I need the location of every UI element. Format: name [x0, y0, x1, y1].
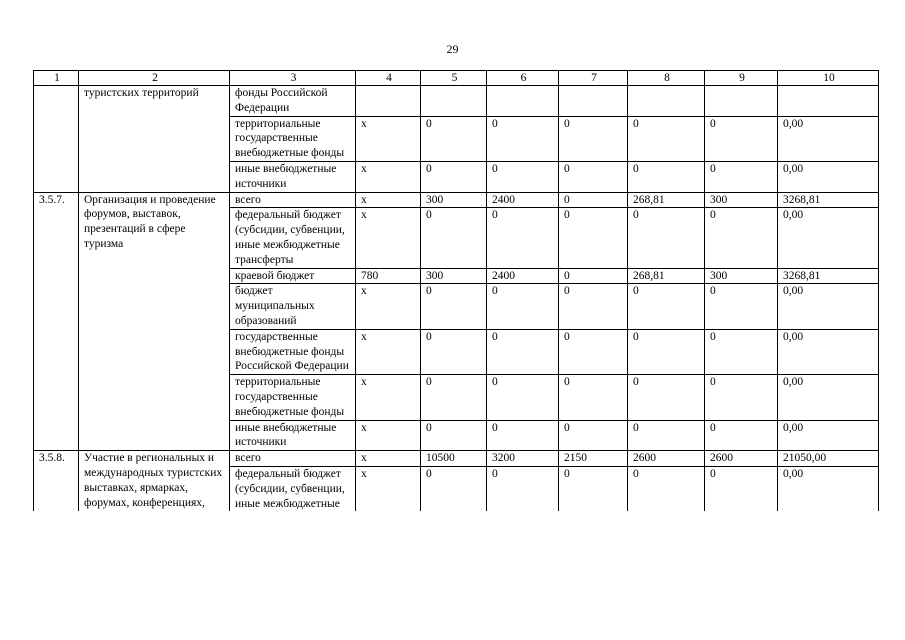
table-row [34, 451, 879, 467]
funding-source: территориальные государственные внебюджетные фонды [230, 116, 356, 161]
value-cell-c7: 0 [559, 208, 628, 268]
value-cell-c6: 0 [487, 208, 559, 268]
header-cell: 7 [559, 71, 628, 86]
funding-source: краевой бюджет [230, 268, 356, 284]
value-cell-c6: 3200 [487, 451, 559, 467]
value-cell-c6: 0 [487, 116, 559, 161]
value-cell-c5 [421, 86, 487, 117]
header-cell: 3 [230, 71, 356, 86]
value-cell-c10: 0,00 [778, 420, 879, 451]
item-name: Участие в региональных и международных туристских выставках, ярмарках, форумах, конференциях, [79, 451, 230, 512]
value-cell-c6: 0 [487, 466, 559, 511]
value-cell-c8: 268,81 [628, 192, 705, 208]
value-cell-c7: 0 [559, 161, 628, 192]
value-cell-c7: 0 [559, 329, 628, 374]
value-cell-c6: 0 [487, 375, 559, 420]
funding-source: государственные внебюджетные фонды Российской Федерации [230, 329, 356, 374]
item-name: Организация и проведение форумов, выставок, презентаций в сфере туризма [79, 192, 230, 451]
value-cell-c7: 0 [559, 375, 628, 420]
value-cell-c5: 0 [421, 284, 487, 329]
value-cell-c10 [778, 86, 879, 117]
value-cell-c9: 0 [705, 375, 778, 420]
value-cell-c10: 0,00 [778, 116, 879, 161]
funding-source: всего [230, 192, 356, 208]
value-cell-c5: 0 [421, 375, 487, 420]
value-cell-c7 [559, 86, 628, 117]
funding-source: всего [230, 451, 356, 467]
value-cell-c8: 2600 [628, 451, 705, 467]
funding-source: территориальные государственные внебюджетные фонды [230, 375, 356, 420]
value-cell-c9: 0 [705, 161, 778, 192]
value-cell-c6: 0 [487, 420, 559, 451]
header-cell: 9 [705, 71, 778, 86]
value-cell-c9 [705, 86, 778, 117]
funding-source: фонды Российской Федерации [230, 86, 356, 117]
header-cell: 8 [628, 71, 705, 86]
header-cell: 1 [34, 71, 79, 86]
value-cell-c9: 300 [705, 268, 778, 284]
header-cell: 6 [487, 71, 559, 86]
value-cell-c8: 0 [628, 161, 705, 192]
funding-source: федеральный бюджет (субсидии, субвенции, иные межбюджетные [230, 466, 356, 511]
value-cell-c4: х [356, 208, 421, 268]
funding-source: бюджет муниципальных образований [230, 284, 356, 329]
table-row [34, 86, 879, 117]
value-cell-c10: 0,00 [778, 208, 879, 268]
header-cell: 2 [79, 71, 230, 86]
value-cell-c7: 0 [559, 192, 628, 208]
value-cell-c4: х [356, 329, 421, 374]
value-cell-c7: 0 [559, 466, 628, 511]
value-cell-c4 [356, 86, 421, 117]
value-cell-c10: 3268,81 [778, 268, 879, 284]
value-cell-c8: 268,81 [628, 268, 705, 284]
value-cell-c6: 0 [487, 284, 559, 329]
value-cell-c9: 0 [705, 208, 778, 268]
value-cell-c9: 0 [705, 466, 778, 511]
value-cell-c5: 300 [421, 268, 487, 284]
value-cell-c4: х [356, 284, 421, 329]
value-cell-c4: х [356, 466, 421, 511]
table-row [34, 192, 879, 208]
value-cell-c8: 0 [628, 284, 705, 329]
value-cell-c4: 780 [356, 268, 421, 284]
funding-source: иные внебюджетные источники [230, 420, 356, 451]
budget-table [33, 70, 879, 511]
value-cell-c10: 0,00 [778, 161, 879, 192]
value-cell-c4: х [356, 451, 421, 467]
value-cell-c6 [487, 86, 559, 117]
value-cell-c10: 0,00 [778, 375, 879, 420]
value-cell-c8: 0 [628, 208, 705, 268]
value-cell-c5: 0 [421, 329, 487, 374]
value-cell-c4: х [356, 420, 421, 451]
value-cell-c6: 0 [487, 329, 559, 374]
value-cell-c9: 0 [705, 284, 778, 329]
value-cell-c4: х [356, 161, 421, 192]
value-cell-c8: 0 [628, 375, 705, 420]
value-cell-c9: 0 [705, 329, 778, 374]
page-number: 29 [446, 42, 459, 56]
value-cell-c5: 0 [421, 116, 487, 161]
value-cell-c5: 0 [421, 420, 487, 451]
value-cell-c8: 0 [628, 466, 705, 511]
value-cell-c5: 0 [421, 208, 487, 268]
value-cell-c10: 3268,81 [778, 192, 879, 208]
value-cell-c10: 0,00 [778, 466, 879, 511]
value-cell-c6: 2400 [487, 268, 559, 284]
value-cell-c9: 0 [705, 116, 778, 161]
value-cell-c8: 0 [628, 420, 705, 451]
value-cell-c9: 300 [705, 192, 778, 208]
value-cell-c5: 0 [421, 161, 487, 192]
value-cell-c10: 0,00 [778, 284, 879, 329]
value-cell-c4: х [356, 192, 421, 208]
value-cell-c7: 2150 [559, 451, 628, 467]
value-cell-c6: 2400 [487, 192, 559, 208]
value-cell-c8: 0 [628, 116, 705, 161]
value-cell-c4: х [356, 116, 421, 161]
value-cell-c8: 0 [628, 329, 705, 374]
funding-source: иные внебюджетные источники [230, 161, 356, 192]
value-cell-c7: 0 [559, 268, 628, 284]
header-cell: 4 [356, 71, 421, 86]
item-code: 3.5.7. [34, 192, 79, 451]
item-name: туристских территорий [79, 86, 230, 193]
value-cell-c8 [628, 86, 705, 117]
value-cell-c5: 300 [421, 192, 487, 208]
header-cell: 5 [421, 71, 487, 86]
item-code: 3.5.8. [34, 451, 79, 512]
value-cell-c10: 21050,00 [778, 451, 879, 467]
header-row [34, 71, 879, 86]
funding-source: федеральный бюджет (субсидии, субвенции, иные межбюджетные трансферты [230, 208, 356, 268]
value-cell-c7: 0 [559, 284, 628, 329]
value-cell-c9: 2600 [705, 451, 778, 467]
value-cell-c5: 0 [421, 466, 487, 511]
value-cell-c10: 0,00 [778, 329, 879, 374]
value-cell-c4: х [356, 375, 421, 420]
value-cell-c6: 0 [487, 161, 559, 192]
item-code [34, 86, 79, 193]
value-cell-c5: 10500 [421, 451, 487, 467]
value-cell-c7: 0 [559, 420, 628, 451]
value-cell-c7: 0 [559, 116, 628, 161]
header-cell: 10 [778, 71, 879, 86]
value-cell-c9: 0 [705, 420, 778, 451]
